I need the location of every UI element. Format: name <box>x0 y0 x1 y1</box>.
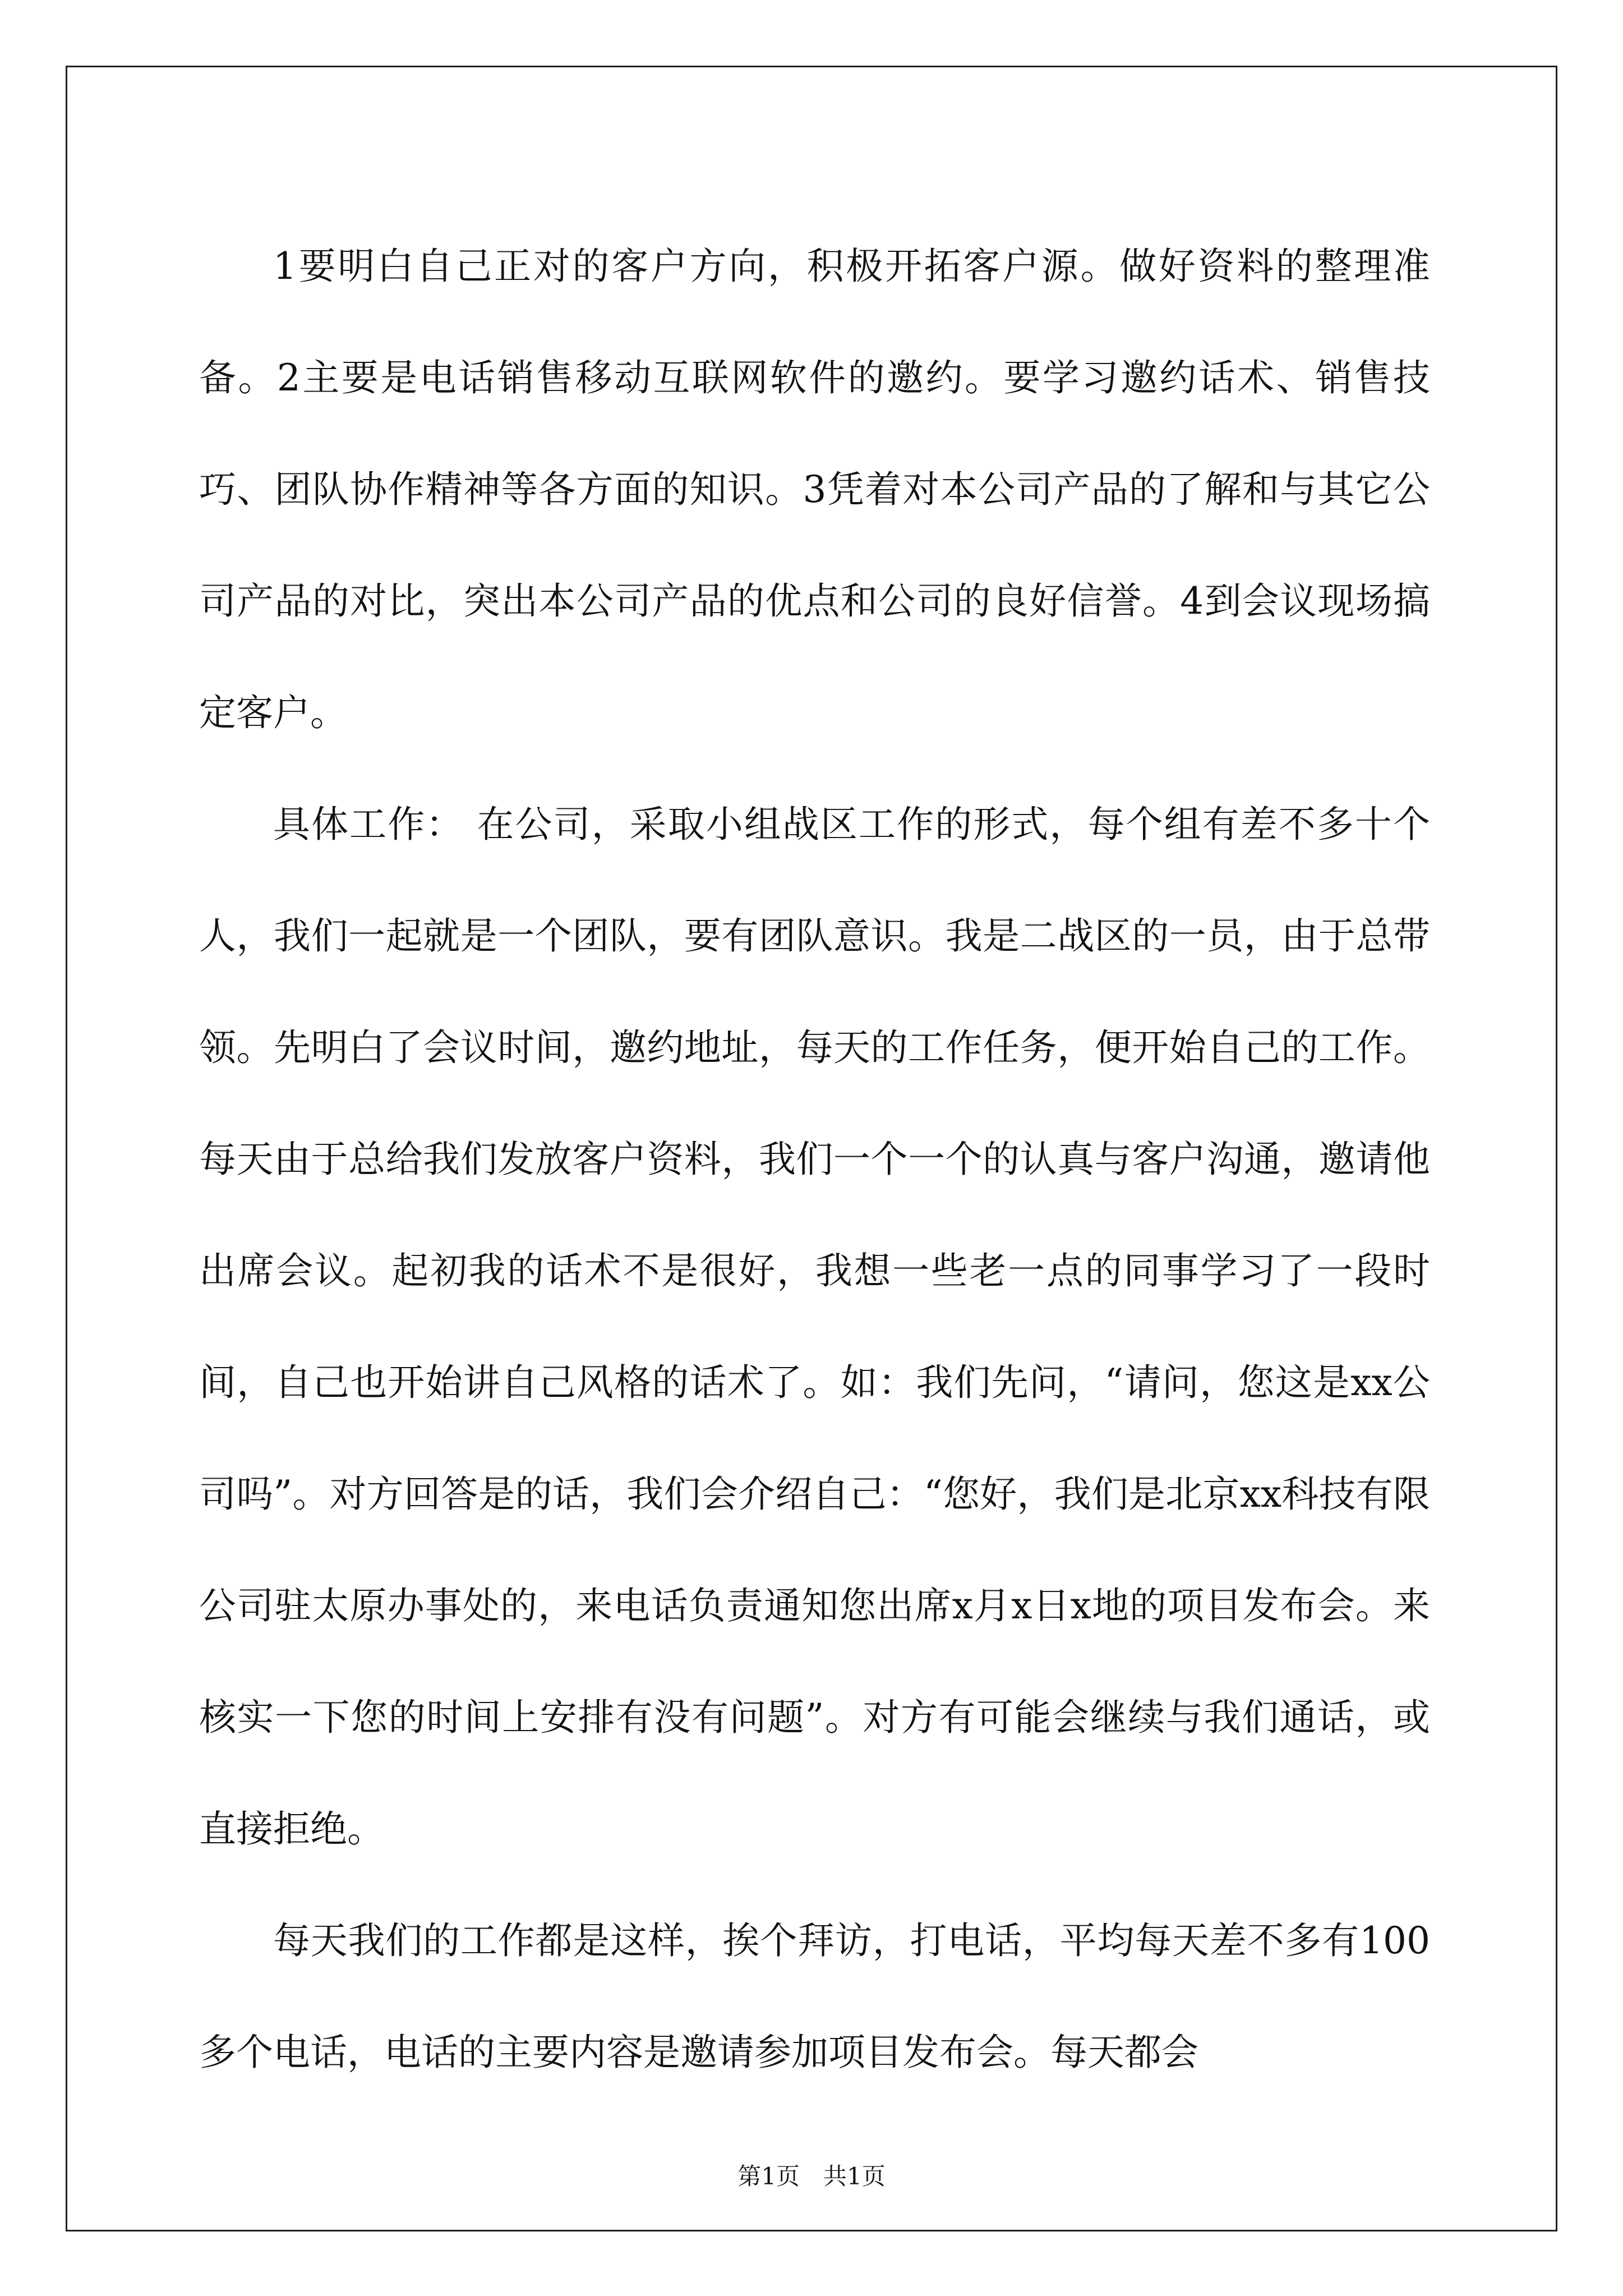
paragraph-3: 每天我们的工作都是这样，挨个拜访，打电话，平均每天差不多有100多个电话，电话的主要内容是邀请参加项目发布会。每天都会 <box>199 1919 1430 2074</box>
document-body <box>199 210 1430 2108</box>
paragraph-1: 1要明白自己正对的客户方向，积极开拓客户源。做好资料的整理准备。2主要是电话销售移动互联网软件的邀约。要学习邀约话术、销售技巧、团队协作精神等各方面的知识。3凭着对本公司产品的了解和与其它公司产品的对比，突出本公司产品的优点和公司的良好信誉。4到会议现场搞定客户。 <box>199 245 1430 734</box>
page-number-footer: 第1页 共1页 <box>737 2162 886 2190</box>
paragraph-2: 具体工作： 在公司，采取小组战区工作的形式，每个组有差不多十个人，我们一起就是一个团队，要有团队意识。我是二战区的一员，由于总带领。先明白了会议时间，邀约地址，每天的工作任务，便开始自己的工作。每天由于总给我们发放客户资料，我们一个一个的认真与客户沟通，邀请他出席会议。起初我的话术不是很好，我想一些老一点的同事学习了一段时间，自己也开始讲自己风格的话术了。如：我们先问，“请问，您这是xx公司吗”。对方回答是的话，我们会介绍自己：“您好，我们是北京xx科技有限公司驻太原办事处的，来电话负责通知您出席x月x日x地的项目发布会。来核实一下您的时间上安排有没有问题”。对方有可能会继续与我们通话，或直接拒绝。 <box>199 803 1430 1851</box>
